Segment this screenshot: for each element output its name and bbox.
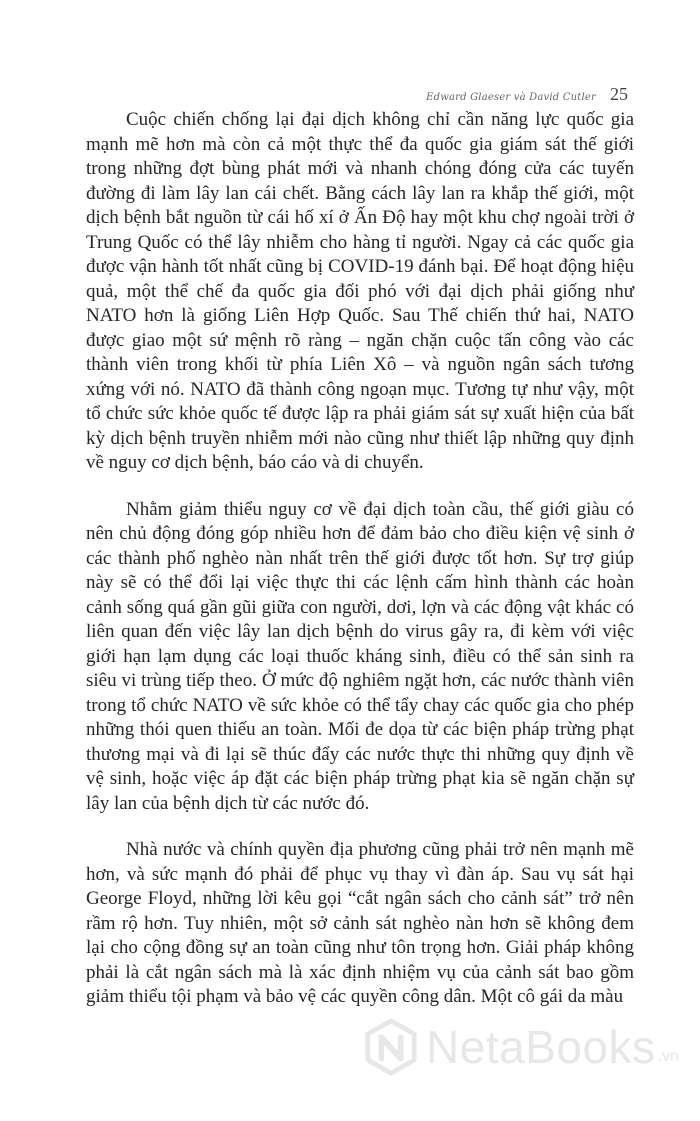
watermark bbox=[362, 1018, 679, 1076]
running-header-author: Edward Glaeser và David Cutler bbox=[426, 92, 596, 103]
body-text bbox=[86, 108, 634, 1032]
watermark-brand: NetaBooks bbox=[426, 1021, 656, 1073]
paragraph-1: Cuộc chiến chống lại đại dịch không chỉ cần năng lực quốc gia mạnh mẽ hơn mà còn cả một thực thể đa quốc gia giám sát thế giới trong những đợt bùng phát mới và nhanh chóng đóng cửa các tuyến đường đi làm lây lan cái chết. Bằng cách lây lan ra khắp thế giới, một dịch bệnh bắt nguồn từ cái hố xí ở Ấn Độ hay một khu chợ ngoài trời ở Trung Quốc có thể lây nhiễm cho hàng tỉ người. Ngay cả các quốc gia được vận hành tốt nhất cũng bị COVID-19 đánh bại. Để hoạt động hiệu quả, một thể chế đa quốc gia đối phó với đại dịch phải giống như NATO hơn là giống Liên Hợp Quốc. Sau Thế chiến thứ hai, NATO được giao một sứ mệnh rõ ràng – ngăn chặn cuộc tấn công vào các thành viên trong khối từ phía Liên Xô – và nguồn ngân sách tương xứng với nó. NATO đã thành công ngoạn mục. Tương tự như vậy, một tổ chức sức khỏe quốc tế được lập ra phải giám sát sự xuất hiện của bất kỳ dịch bệnh truyền nhiễm mới nào cũng như thiết lập những quy định về nguy cơ dịch bệnh, báo cáo và di chuyển. bbox=[86, 109, 634, 473]
paragraph-3: Nhà nước và chính quyền địa phương cũng phải trở nên mạnh mẽ hơn, và sức mạnh đó phải để phục vụ thay vì đàn áp. Sau vụ sát hại George Floyd, những lời kêu gọi “cắt ngân sách cho cảnh sát” trở nên rầm rộ hơn. Tuy nhiên, một sở cảnh sát nghèo nàn hơn sẽ không đem lại cho cộng đồng sự an toàn cũng như tôn trọng hơn. Giải pháp không phải là cắt ngân sách mà là xác định nhiệm vụ của cảnh sát bao gồm giảm thiểu tội phạm và bảo vệ các quyền công dân. Một cô gái da màu bbox=[86, 839, 634, 1007]
netabooks-logo-icon bbox=[362, 1018, 420, 1076]
watermark-suffix: .vn bbox=[657, 1048, 679, 1065]
running-header bbox=[426, 84, 628, 105]
page-number: 25 bbox=[610, 84, 628, 104]
paragraph-2: Nhằm giảm thiểu nguy cơ về đại dịch toàn cầu, thế giới giàu có nên chủ động đóng góp nhiều hơn để đảm bảo cho điều kiện vệ sinh ở các thành phố nghèo nàn nhất trên thế giới được tốt hơn. Sự trợ giúp này sẽ có thể đổi lại việc thực thi các lệnh cấm hình thành các hoàn cảnh sống quá gần gũi giữa con người, dơi, lợn và các động vật khác có liên quan đến việc lây lan dịch bệnh do virus gây ra, đi kèm với việc giới hạn lạm dụng các loại thuốc kháng sinh, điều có thể sản sinh ra siêu vi trùng tiếp theo. Ở mức độ nghiêm ngặt hơn, các nước thành viên trong tổ chức NATO về sức khỏe có thể tẩy chay các quốc gia cho phép những thói quen thiếu an toàn. Mối đe dọa từ các biện pháp trừng phạt thương mại và đi lại sẽ thúc đẩy các nước thực thi những quy định về vệ sinh, hoặc việc áp đặt các biện pháp trừng phạt kia sẽ ngăn chặn sự lây lan của bệnh dịch từ các nước đó. bbox=[86, 498, 634, 814]
